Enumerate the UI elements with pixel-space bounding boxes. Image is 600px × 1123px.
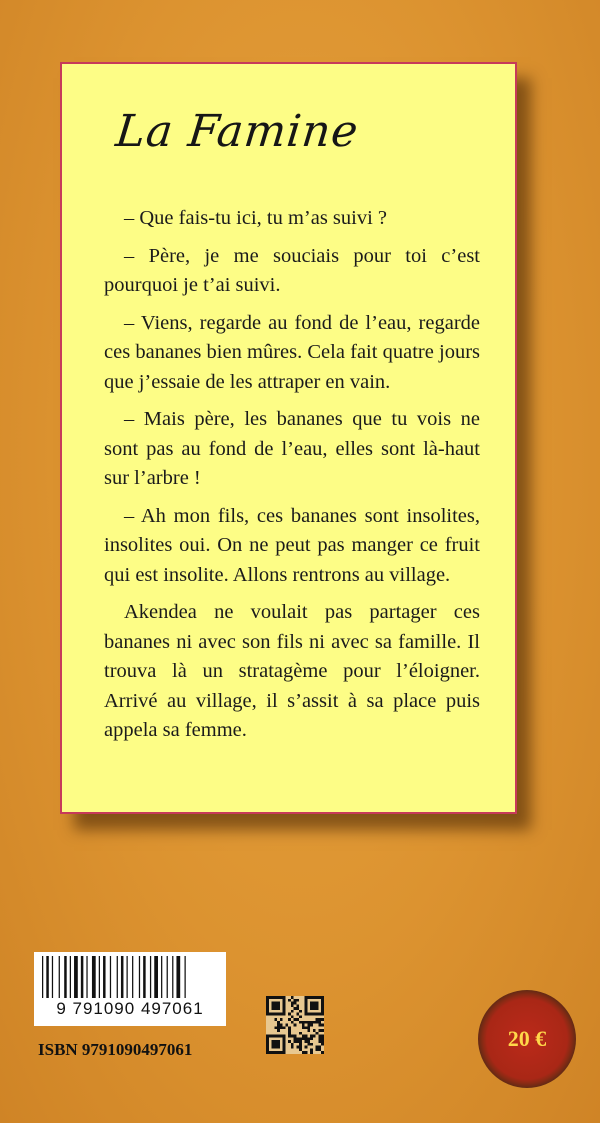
barcode-bar [154,956,158,998]
paragraph: – Que fais-tu ici, tu m’as suivi ? [124,207,388,229]
barcode-bar [46,956,49,998]
barcode-bars [42,956,220,998]
barcode-bar [74,956,78,998]
barcode-bar [52,956,53,998]
barcode-bar [103,956,106,998]
barcode-bar [127,956,128,998]
paragraph: – Mais père, les bananes que tu vois ne sont pas au fond de l’eau, elles sont là-haut sur l’arbre ! [104,408,480,489]
price-label: 20 € [507,1026,547,1051]
barcode-bar [99,956,100,998]
barcode-bar [150,956,151,998]
price-badge [478,990,576,1088]
barcode-number: 9 791090 497061 [56,999,204,1018]
paragraph: – Ah mon fils, ces bananes sont insolites, insolites oui. On ne peut pas manger ce fruit qui est insolite. Allons rentrons au village. [104,504,480,586]
barcode-bar [59,956,60,998]
paragraph: – Viens, regarde au fond de l’eau, regarde ces bananes bien mûres. Cela fait quatre jours que j’essaie de les attraper en vain. [104,311,480,393]
barcode-bar [110,956,111,998]
barcode-bar [172,956,173,998]
qr-code-icon [266,996,324,1054]
barcode-bar [121,956,124,998]
barcode-bar [176,956,180,998]
barcode-bar [132,956,133,998]
barcode-bar [185,956,186,998]
barcode-bar [117,956,118,998]
excerpt-panel [60,62,517,814]
excerpt-text [104,204,480,754]
isbn-label: ISBN 9791090497061 [38,1040,193,1059]
barcode-bar [167,956,168,998]
barcode-bar [143,956,146,998]
paragraph: – Père, je me souciais pour toi c’est pourquoi je t’ai suivi. [104,244,480,296]
book-title: La Famine [113,106,362,157]
barcode-bar [70,956,71,998]
barcode-bar [139,956,140,998]
barcode-bar [92,956,96,998]
barcode-bar [81,956,84,998]
paragraph: Akendea ne voulait pas partager ces bananes ni avec son fils ni avec sa famille. Il trouva là un stratagème pour l’éloigner. Arrivé au village, il s’assit à sa place puis appela sa femme. [104,601,480,741]
barcode [34,952,226,1026]
barcode-bar [161,956,162,998]
barcode-bar [42,956,43,998]
barcode-bar [86,956,87,998]
barcode-bar [64,956,67,998]
